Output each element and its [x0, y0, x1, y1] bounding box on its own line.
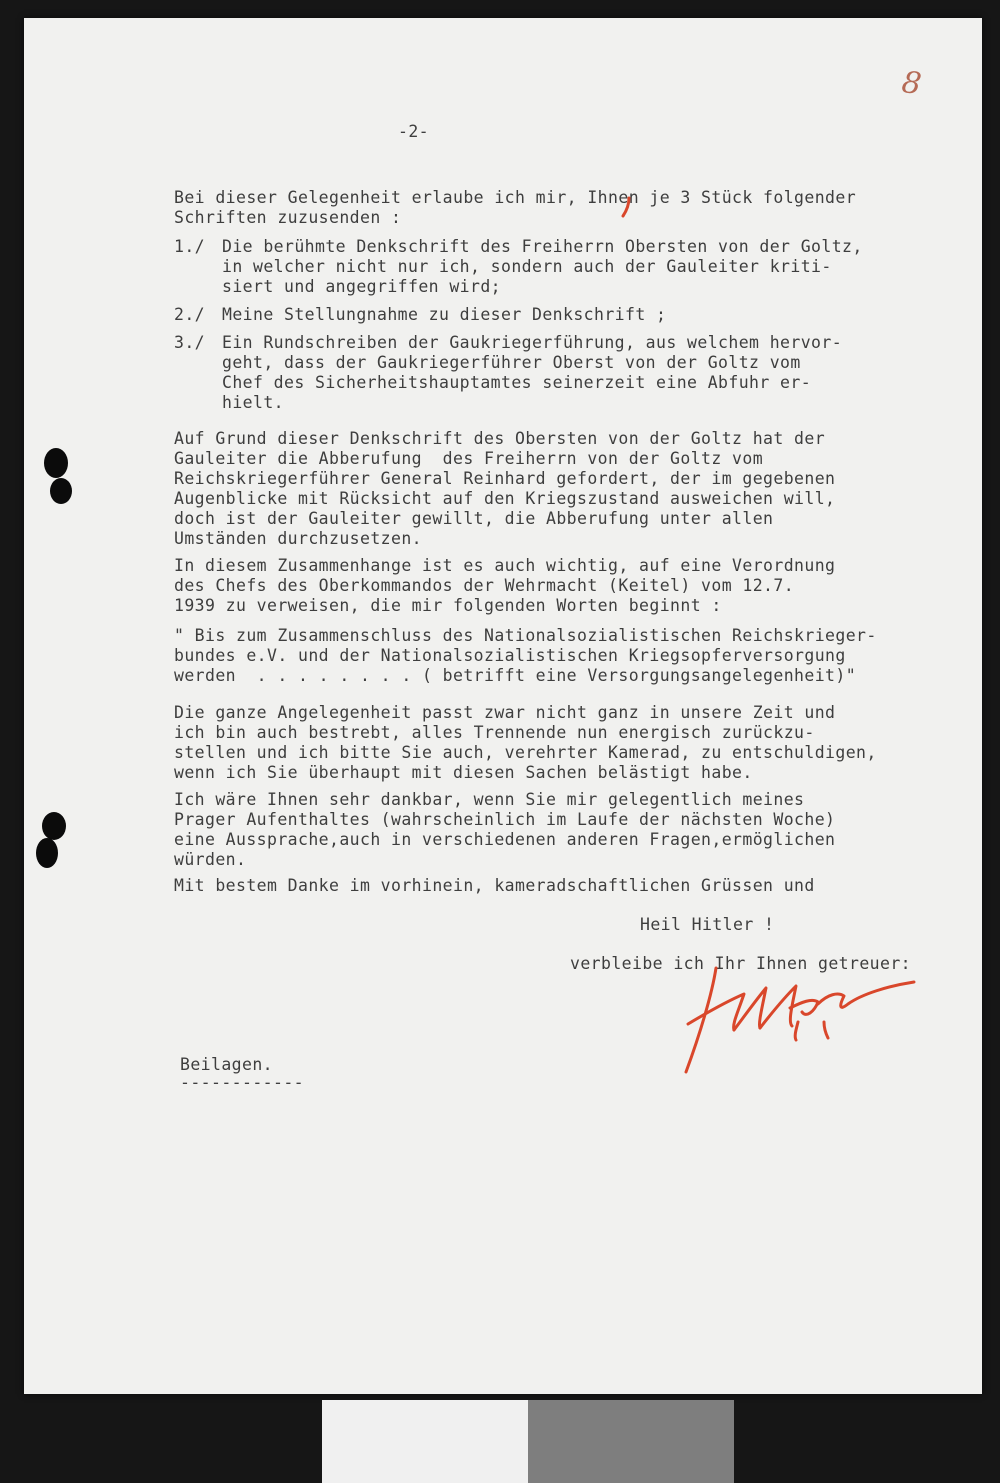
enclosures-underline: ------------: [180, 1073, 305, 1092]
list-item-marker: 3./: [174, 333, 206, 352]
closing-salute: Heil Hitler !: [640, 915, 775, 934]
list-item-line: siert und angegriffen wird;: [222, 277, 502, 296]
paragraph-line: eine Aussprache,auch in verschiedenen anderen Fragen,ermöglichen: [174, 830, 836, 849]
list-item-line: in welcher nicht nur ich, sondern auch der Gauleiter kriti-: [222, 257, 832, 276]
list-item-line: Chef des Sicherheitshauptamtes seinerzeit eine Abfuhr er-: [222, 373, 812, 392]
paragraph-line: Augenblicke mit Rücksicht auf den Kriegszustand ausweichen will,: [174, 489, 836, 508]
paragraph-line: Die ganze Angelegenheit passt zwar nicht ganz in unsere Zeit und: [174, 703, 836, 722]
paragraph-line: doch ist der Gauleiter gewillt, die Abberufung unter allen: [174, 509, 774, 528]
punch-hole-top-lower: [50, 478, 72, 504]
paragraph-line: ich bin auch bestrebt, alles Trennende nun energisch zurückzu-: [174, 723, 815, 742]
paragraph-line: Ich wäre Ihnen sehr dankbar, wenn Sie mir gelegentlich meines: [174, 790, 805, 809]
paragraph-line: Reichskriegerführer General Reinhard gefordert, der im gegebenen: [174, 469, 836, 488]
list-item-marker: 2./: [174, 305, 206, 324]
paragraph-line: 1939 zu verweisen, die mir folgenden Worten beginnt :: [174, 596, 722, 615]
list-item-line: Die berühmte Denkschrift des Freiherrn Obersten von der Goltz,: [222, 237, 863, 256]
paragraph-line: Prager Aufenthaltes (wahrscheinlich im Laufe der nächsten Woche): [174, 810, 836, 829]
folio-number: 8: [899, 64, 924, 103]
list-item-marker: 1./: [174, 237, 206, 256]
paragraph-line: des Chefs des Oberkommandos der Wehrmacht (Keitel) vom 12.7.: [174, 576, 795, 595]
handwritten-signature: [678, 964, 918, 1084]
paragraph-line: In diesem Zusammenhange ist es auch wichtig, auf eine Verordnung: [174, 556, 836, 575]
paragraph-line: Umständen durchzusetzen.: [174, 529, 423, 548]
paragraph-line: stellen und ich bitte Sie auch, verehrter Kamerad, zu entschuldigen,: [174, 743, 877, 762]
paragraph-line: wenn ich Sie überhaupt mit diesen Sachen belästigt habe.: [174, 763, 753, 782]
page-number: -2-: [398, 122, 430, 141]
punch-hole-bottom-lower: [36, 838, 58, 868]
quote-line: werden . . . . . . . . ( betrifft eine Versorgungsangelegenheit)": [174, 666, 857, 685]
closing-valediction: verbleibe ich Ihr Ihnen getreuer:: [570, 954, 912, 973]
list-item-line: hielt.: [222, 393, 285, 412]
paragraph-line: Mit bestem Danke im vorhinein, kameradschaftlichen Grüssen und: [174, 876, 815, 895]
quote-line: " Bis zum Zusammenschluss des Nationalsozialistischen Reichskrieger-: [174, 626, 877, 645]
red-comma-mark: [620, 196, 634, 220]
paragraph-line: Gauleiter die Abberufung des Freiherrn von der Goltz vom: [174, 449, 764, 468]
punch-hole-bottom: [42, 812, 66, 840]
intro-line: Schriften zuzusenden :: [174, 208, 402, 227]
quote-line: bundes e.V. und der Nationalsozialistischen Kriegsopferversorgung: [174, 646, 846, 665]
paragraph-line: Auf Grund dieser Denkschrift des Obersten von der Goltz hat der: [174, 429, 826, 448]
punch-hole-top: [44, 448, 68, 478]
enclosures-label: Beilagen.: [180, 1055, 274, 1074]
calibration-strip-white: [322, 1400, 528, 1483]
list-item-line: Ein Rundschreiben der Gaukriegerführung, aus welchem hervor-: [222, 333, 843, 352]
calibration-strip-gray: [528, 1400, 734, 1483]
intro-line: Bei dieser Gelegenheit erlaube ich mir, Ihnen je 3 Stück folgender: [174, 188, 857, 207]
list-item-line: geht, dass der Gaukriegerführer Oberst von der Goltz vom: [222, 353, 801, 372]
list-item-line: Meine Stellungnahme zu dieser Denkschrift ;: [222, 305, 667, 324]
paragraph-line: würden.: [174, 850, 247, 869]
